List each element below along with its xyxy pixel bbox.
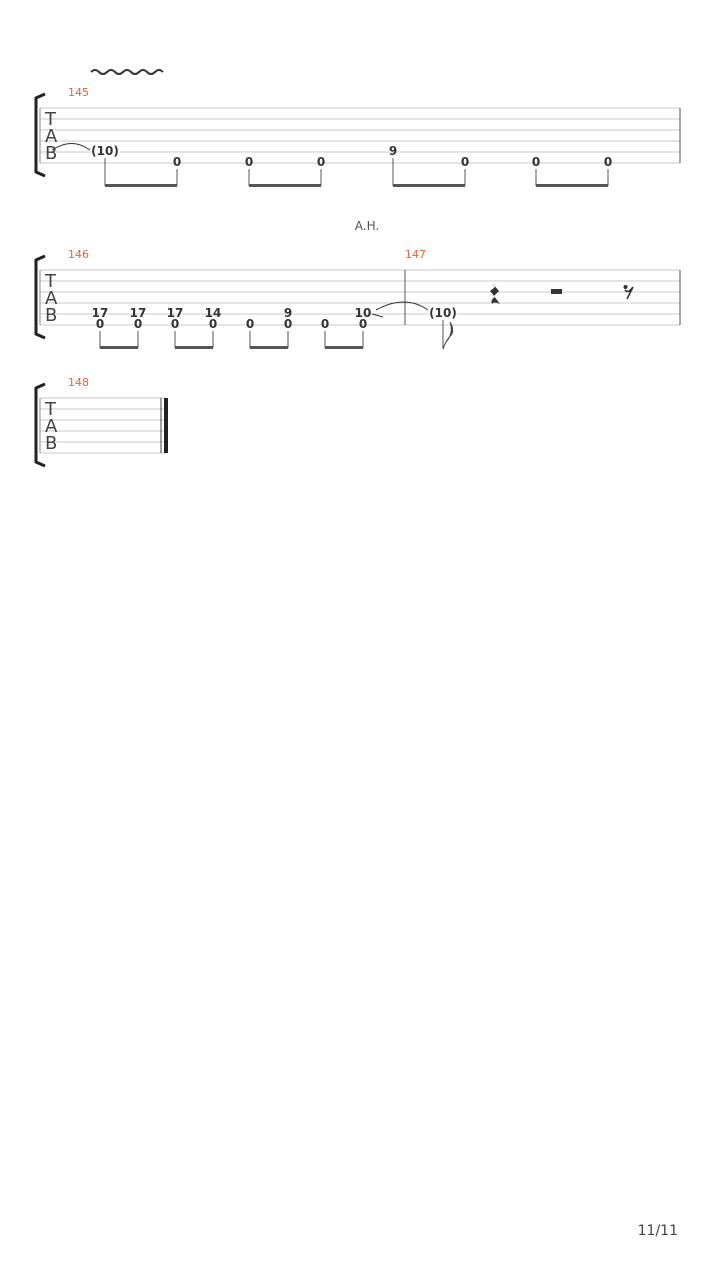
quarter-rest-icon: [490, 283, 500, 304]
fret-number: 9: [388, 144, 398, 158]
fret-number: 14: [204, 306, 222, 320]
tab-clef-b: B: [45, 305, 58, 326]
note-beams: [105, 184, 608, 187]
measure-number: 148: [68, 376, 89, 389]
tab-staff: [40, 108, 680, 163]
fret-number: 0: [358, 317, 368, 331]
fret-number: 0: [133, 317, 143, 331]
fret-number: 0: [95, 317, 105, 331]
fret-number: 17: [129, 306, 147, 320]
half-rest-icon: [551, 289, 562, 294]
fret-number: 17: [166, 306, 184, 320]
fret-number: 0: [244, 155, 254, 169]
fret-number: 9: [283, 306, 293, 320]
tab-clef-b: B: [45, 143, 58, 164]
fret-number: 0: [460, 155, 470, 169]
fret-number: 0: [320, 317, 330, 331]
tab-clef-t: T: [45, 109, 56, 130]
system-1: [36, 70, 680, 187]
tab-clef-b: B: [45, 433, 58, 454]
tab-clef-a: A: [45, 126, 58, 147]
system-2: [36, 219, 680, 349]
measure-number: 147: [405, 248, 426, 261]
tab-clef-a: A: [45, 416, 58, 437]
artificial-harmonic-label: A.H.: [354, 219, 380, 233]
fret-number: 0: [283, 317, 293, 331]
page-number: 11/11: [637, 1223, 678, 1239]
fret-number: 0: [316, 155, 326, 169]
fret-number: 10: [354, 306, 372, 320]
final-barline-thick: [164, 398, 168, 453]
eighth-rest-dot: [624, 285, 628, 289]
fret-number: 0: [208, 317, 218, 331]
vibrato-mark: [91, 70, 163, 74]
measure-number: 145: [68, 86, 89, 99]
tab-staff: [40, 398, 166, 453]
fret-number: (10): [429, 306, 457, 320]
tab-clef-t: T: [45, 271, 56, 292]
note-stems: [100, 331, 363, 348]
fret-number: 0: [170, 317, 180, 331]
fret-number: 0: [603, 155, 613, 169]
fret-number: (10): [91, 144, 119, 158]
tab-clef-t: T: [45, 399, 56, 420]
fret-number: 0: [245, 317, 255, 331]
system-3: [36, 376, 168, 466]
eighth-flag: [443, 322, 453, 349]
fret-number: 0: [172, 155, 182, 169]
fret-number: 17: [91, 306, 109, 320]
tab-clef-a: A: [45, 288, 58, 309]
fret-number: 0: [531, 155, 541, 169]
note-beams: [100, 346, 363, 349]
tie: [52, 144, 90, 151]
measure-number: 146: [68, 248, 89, 261]
